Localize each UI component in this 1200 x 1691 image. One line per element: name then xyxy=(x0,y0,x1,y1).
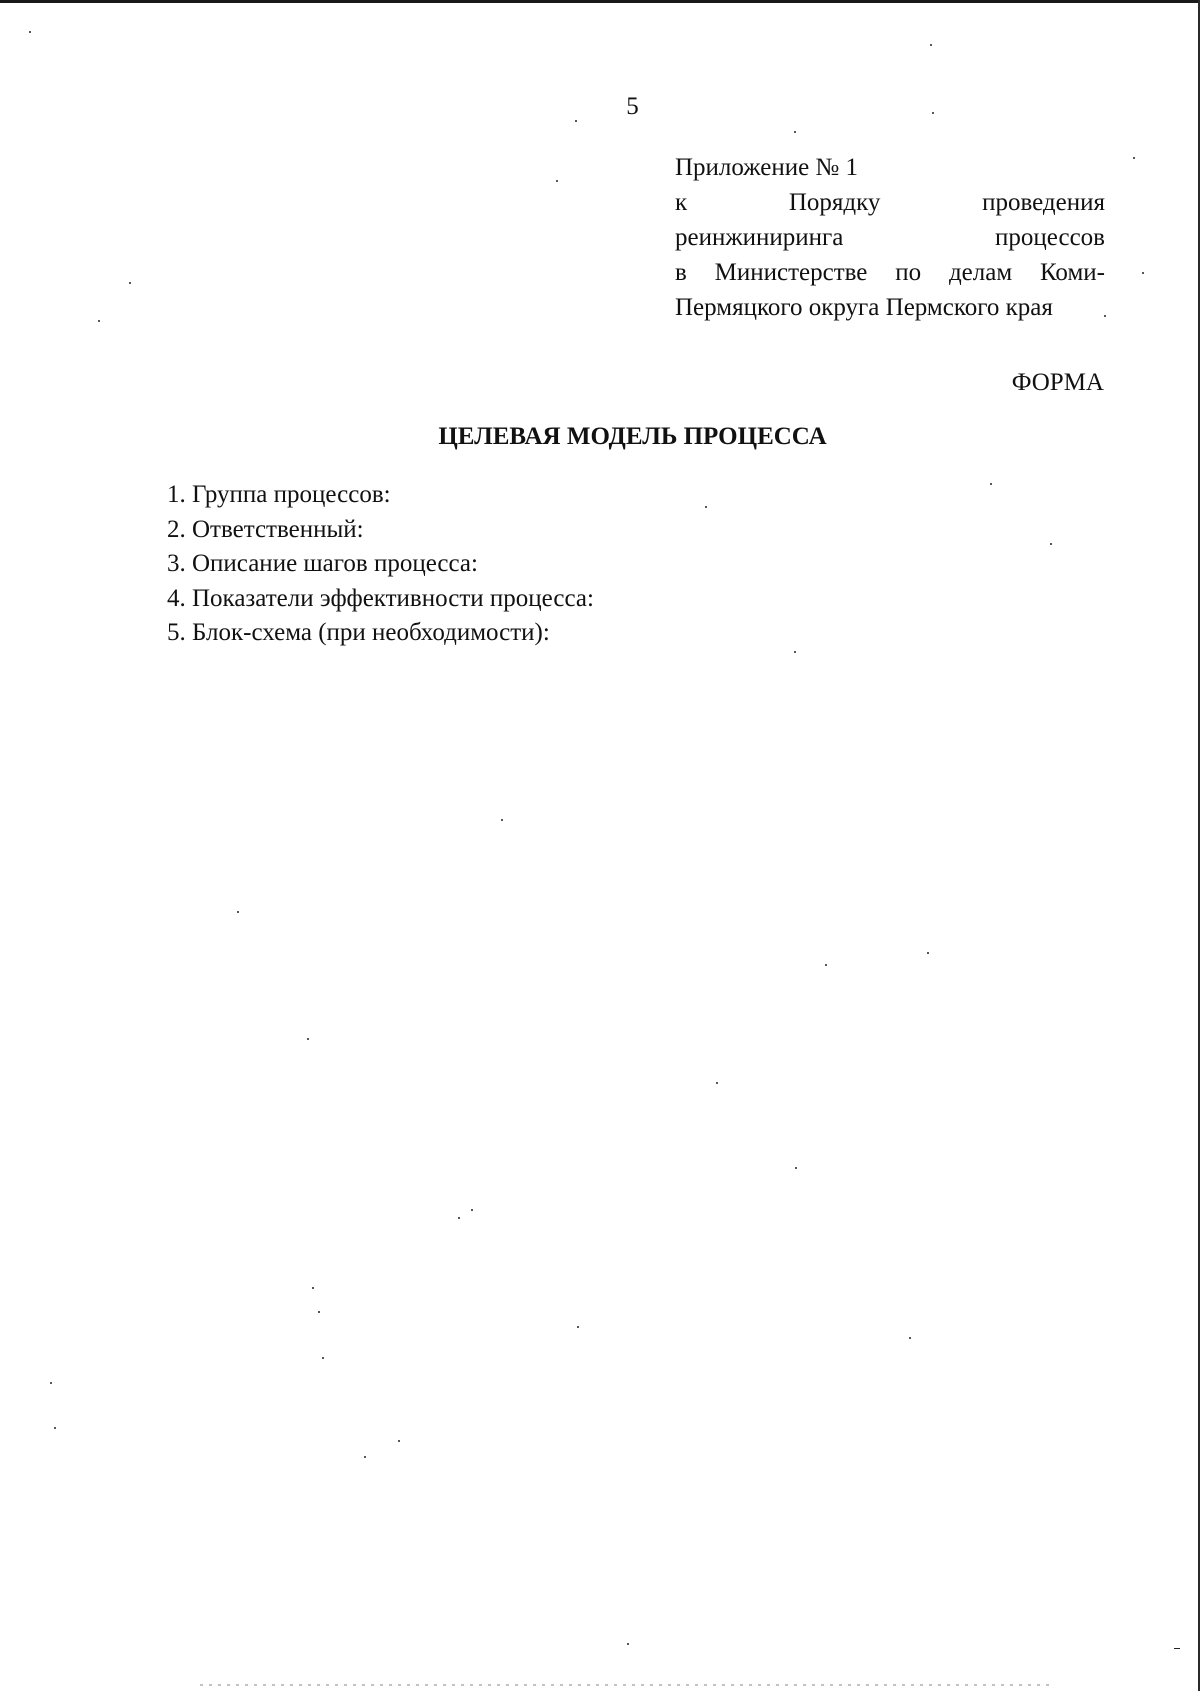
scan-speck xyxy=(322,1357,324,1359)
scan-speck xyxy=(705,506,707,508)
scan-speck xyxy=(29,31,31,33)
scan-speck xyxy=(927,952,929,954)
appendix-line-4 xyxy=(675,255,1105,290)
scan-speck xyxy=(471,1209,473,1211)
list-item: 2. Ответственный: xyxy=(167,515,364,543)
scan-speck xyxy=(1142,272,1144,274)
appendix-word: Министерстве xyxy=(714,259,868,286)
scan-speck xyxy=(577,1326,579,1328)
scan-speck xyxy=(50,1382,52,1384)
appendix-header xyxy=(675,150,1105,325)
list-item: 5. Блок-схема (при необходимости): xyxy=(167,619,550,646)
scan-speck xyxy=(716,1082,718,1084)
scan-bottom-noise xyxy=(200,1684,1050,1686)
scan-speck xyxy=(909,1337,911,1339)
page-number: 5 xyxy=(626,93,639,120)
document-title: ЦЕЛЕВАЯ МОДЕЛЬ ПРОЦЕССА xyxy=(438,423,827,450)
scan-speck xyxy=(129,282,131,284)
appendix-word: проведения xyxy=(982,189,1105,216)
scan-speck xyxy=(627,1643,629,1645)
list-item: 3. Описание шагов процесса: xyxy=(167,550,478,577)
scan-speck xyxy=(98,320,100,322)
appendix-line-5: Пермяцкого округа Пермского края xyxy=(675,294,1053,321)
scan-speck xyxy=(312,1287,314,1289)
scan-speck xyxy=(458,1217,460,1219)
scan-speck xyxy=(794,131,796,133)
scan-speck xyxy=(364,1456,366,1458)
appendix-word: реинжиниринга xyxy=(675,224,844,251)
appendix-word: Порядку xyxy=(788,189,881,216)
appendix-word: в xyxy=(675,259,687,286)
scan-speck xyxy=(575,120,577,122)
scan-speck xyxy=(54,1427,56,1429)
scan-speck xyxy=(307,1038,309,1040)
scan-speck xyxy=(1133,157,1135,159)
appendix-word: по xyxy=(895,259,922,286)
scan-speck xyxy=(932,112,934,114)
scan-top-edge xyxy=(0,0,1200,3)
appendix-title: Приложение № 1 xyxy=(675,154,859,181)
scan-speck xyxy=(795,1167,797,1169)
scan-speck xyxy=(825,964,827,966)
appendix-line-3 xyxy=(675,220,1105,255)
scan-speck xyxy=(318,1311,320,1313)
appendix-word: делам xyxy=(948,259,1013,286)
scan-speck xyxy=(556,180,558,182)
scan-speck xyxy=(930,44,932,46)
scan-speck xyxy=(501,819,503,821)
process-fields-list xyxy=(167,478,594,651)
list-item: 4. Показатели эффективности процесса: xyxy=(167,584,594,612)
appendix-word: Коми- xyxy=(1040,259,1105,286)
appendix-word: к xyxy=(675,189,688,216)
form-label: ФОРМА xyxy=(1011,369,1104,396)
scan-speck xyxy=(1050,543,1052,545)
scan-speck xyxy=(398,1440,400,1442)
appendix-line-2 xyxy=(675,185,1105,220)
scan-speck xyxy=(794,651,796,653)
list-item: 1. Группа процессов: xyxy=(167,481,391,508)
scan-speck xyxy=(237,911,239,913)
scan-speck xyxy=(990,483,992,485)
scan-speck xyxy=(1104,315,1106,317)
scan-speck xyxy=(1174,1648,1180,1649)
appendix-word: процессов xyxy=(995,224,1105,251)
